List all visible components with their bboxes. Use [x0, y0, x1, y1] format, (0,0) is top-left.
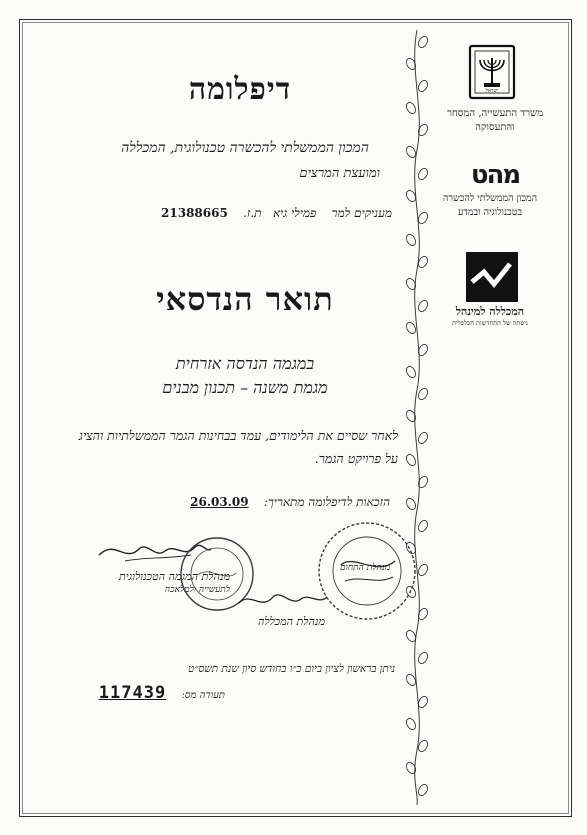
diploma-title: דיפלומה	[188, 72, 292, 107]
signer-1-title-line-1: מנהלת המגמה הטכנולוגית	[119, 570, 230, 583]
college-name: המכללה למינהל	[455, 305, 525, 318]
stamp-text: מנהלת התחום	[339, 563, 391, 573]
specialization-line: מגמת משנה – תכנון מבנים	[162, 378, 328, 397]
vine-leaf	[417, 299, 430, 313]
vine-leaf	[417, 35, 430, 49]
state-emblem	[468, 44, 516, 100]
vine-leaf	[405, 409, 418, 423]
entitlement-row	[70, 495, 390, 510]
entitlement-label: הזכאות לדיפלומה מתאריך:	[263, 495, 390, 509]
recipient-name: פמילי גיא	[272, 206, 317, 220]
vine-leaf	[417, 431, 430, 445]
vine-leaf	[405, 365, 418, 379]
ministry-line-1: משרד התעשייה, המסחר	[446, 108, 544, 119]
vine-leaf	[417, 79, 430, 93]
completion-line-1: לאחר שסיים את הלימודים, עמד בבחינות הגמר הממשלתיות והציג	[78, 428, 398, 443]
field-line: במגמה הנדסה אזרחית	[175, 354, 315, 373]
completion-line-2: על פרויקט הגמר.	[314, 451, 398, 466]
signer-1-title-line-2: לתעשייה ולמלאכה	[164, 585, 230, 595]
college-subline: ניסתה של התחדשות הכלכלית	[452, 319, 528, 327]
ministry-line-2: והתעסוקה	[475, 122, 515, 133]
certificate-number: 117439	[98, 683, 167, 703]
certificate-label: תעודה מס:	[181, 690, 225, 701]
given-line: ניתן בראשון לציון ביום כ״ו בחודש סיון שנת תשס״ט	[188, 663, 395, 675]
awarded-prefix: מעניקים למר	[331, 206, 392, 220]
institute-line-2: ומועצת המרצים	[299, 166, 380, 181]
mahat-line-2: בטכנולוגיה ובמדע	[457, 207, 523, 218]
vine-leaf	[405, 497, 418, 511]
vine-leaf	[417, 167, 430, 181]
certificate-row	[55, 683, 225, 703]
mahat-line-1: המכון הממשלתי להכשרה	[442, 193, 538, 204]
vine-leaf	[405, 101, 418, 115]
vine-leaf	[405, 717, 418, 731]
vine-leaf	[417, 783, 430, 797]
awarded-row	[100, 206, 392, 221]
vine-leaf	[405, 453, 418, 467]
mahat-logo: מהט	[470, 160, 520, 190]
state-emblem-label: ישראל	[485, 88, 499, 94]
entitlement-date: 26.03.09	[190, 495, 249, 509]
id-label: ת.ז.	[243, 206, 262, 220]
vine-leaf	[405, 233, 418, 247]
vine-leaf	[417, 387, 430, 401]
institute-line-1: המכון הממשלתי להכשרה טכנולוגית, המכללה	[121, 140, 369, 156]
vine-leaf	[417, 475, 430, 489]
signer-2-title: מנהלת המכללה	[258, 615, 325, 628]
college-logo	[466, 252, 518, 302]
degree-title: תואר הנדסאי	[156, 280, 334, 318]
vine-leaf	[417, 651, 430, 665]
vine-leaf	[405, 321, 418, 335]
id-number: 21388665	[161, 206, 228, 220]
